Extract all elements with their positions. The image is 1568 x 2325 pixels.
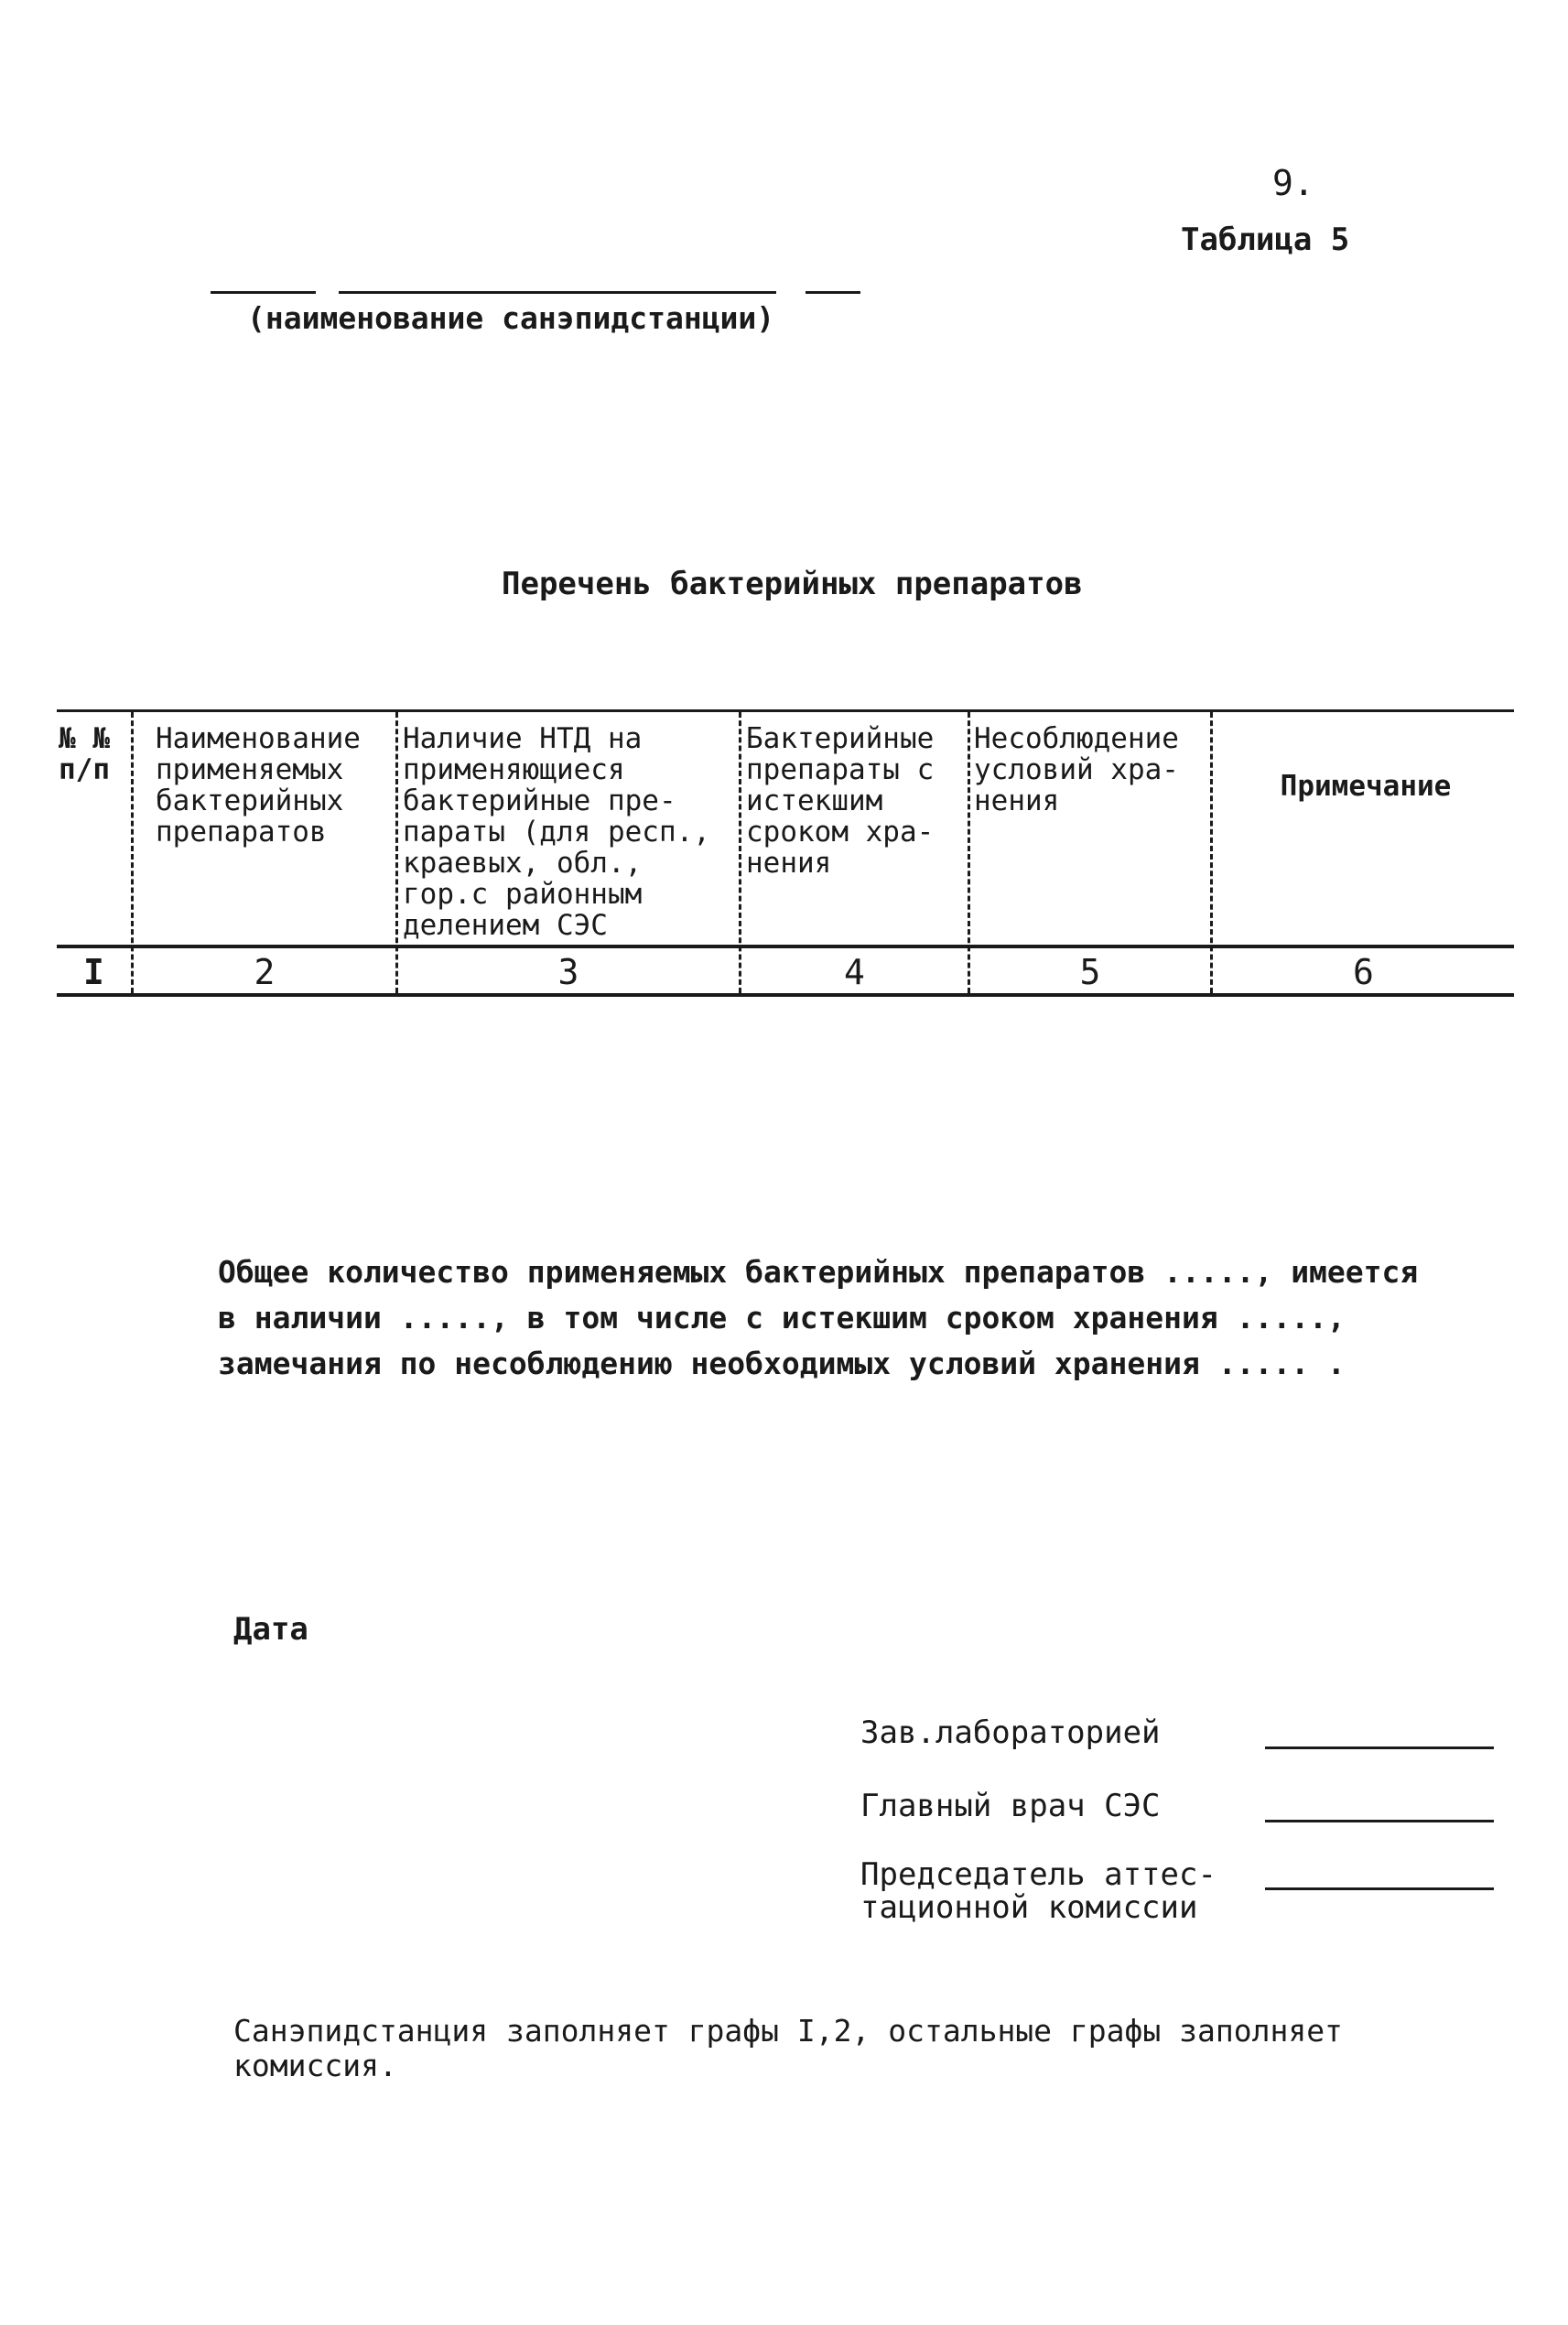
document-title: Перечень бактерийных препаратов <box>502 566 1083 602</box>
column-divider <box>395 712 398 993</box>
table-bottom-rule <box>57 993 1514 997</box>
column-number-1: I <box>83 952 104 992</box>
column-number-4: 4 <box>844 952 865 992</box>
station-name-caption: (наименование санэпидстанции) <box>247 300 775 336</box>
chief-doctor-signature-line <box>1265 1820 1494 1822</box>
table-label: Таблица 5 <box>1181 222 1350 258</box>
header-expired-preparations: Бактерийные препараты с истекшим сроком хра- нения <box>746 722 935 880</box>
column-number-5: 5 <box>1079 952 1101 992</box>
station-name-line-1 <box>211 291 316 294</box>
column-divider <box>1210 712 1213 993</box>
column-divider <box>131 712 134 993</box>
station-name-line-3 <box>806 291 860 294</box>
station-name-line-2 <box>339 291 776 294</box>
footnote: Санэпидстанция заполняет графы I,2, остальные графы заполняет комиссия. <box>233 2013 1343 2083</box>
header-row-number: № № п/п <box>59 722 110 786</box>
chief-doctor-signature-label: Главный врач СЭС <box>860 1788 1161 1824</box>
column-divider <box>968 712 970 993</box>
header-ntd-availability: Наличие НТД на применяющиеся бактерийные пре- параты (для респ., краевых, обл., гор.с районным делением СЭС <box>403 722 710 942</box>
summary-line-1: Общее количество применяемых бактерийных препаратов ....., имеется <box>218 1254 1419 1290</box>
header-storage-violations: Несоблюдение условий хра- нения <box>974 722 1179 817</box>
header-note: Примечание <box>1280 770 1452 803</box>
commission-chair-signature-line <box>1265 1887 1494 1890</box>
lab-head-signature-line <box>1265 1746 1494 1749</box>
table-header-rule <box>57 945 1514 948</box>
summary-line-3: замечания по несоблюдению необходимых условий хранения ..... . <box>218 1346 1346 1381</box>
page-number: 9. <box>1272 163 1314 203</box>
date-label: Дата <box>233 1611 308 1648</box>
commission-chair-signature-label: Председатель аттес- тационной комиссии <box>860 1856 1217 1926</box>
table-top-rule <box>57 709 1514 712</box>
summary-line-2: в наличии ....., в том числе с истекшим сроком хранения ....., <box>218 1300 1346 1336</box>
header-preparation-name: Наименование применяемых бактерийных препаратов <box>156 722 361 849</box>
column-number-6: 6 <box>1353 952 1374 992</box>
column-number-2: 2 <box>254 952 276 992</box>
column-number-3: 3 <box>557 952 579 992</box>
lab-head-signature-label: Зав.лабораторией <box>860 1714 1161 1751</box>
column-divider <box>739 712 741 993</box>
